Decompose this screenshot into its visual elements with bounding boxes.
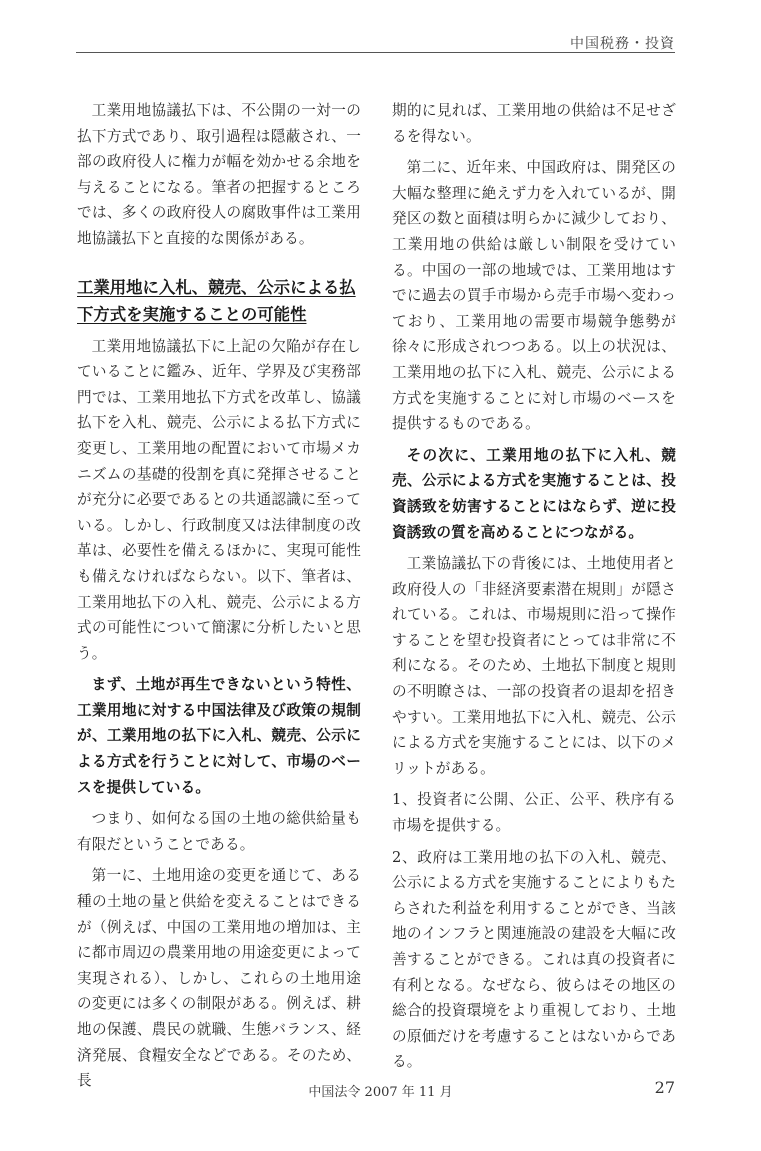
page-number: 27: [654, 1078, 675, 1097]
section-title: 工業用地に入札、競売、公示による払下方式を実施することの可能性: [77, 277, 356, 324]
right-column: [392, 98, 676, 1075]
bold-paragraph: その次に、工業用地の払下に入札、競売、公示による方式を実施することは、投資誘致を妨害することにはならず、逆に投資誘致の質を高めることにつながる。: [392, 446, 676, 541]
header-rule: [76, 52, 675, 53]
paragraph: 第二に、近年来、中国政府は、開発区の大幅な整理に絶えず力を入れているが、開発区の数と面積は明らかに減少しており、工業用地の供給は厳しい制限を受けている。中国の一部の地域では、工業用地はすでに過去の買手市場から売手市場へ変わっており、工業用地の需要市場競争態勢が徐々に形成されつつある。以上の状況は、工業用地の払下に入札、競売、公示による方式を実施することに対し市場のベースを提供するものである。: [392, 159, 676, 433]
paragraph: 第一に、土地用途の変更を通じて、ある種の土地の量と供給を変えることはできるが（例えば、中国の工業用地の増加は、主に都市周辺の農業用地の用途変更によって実現される）、しかし、これらの土地用途の変更には多くの制限がある。例えば、耕地の保護、農民の就職、生態バランス、経済発展、食糧安全などである。そのため、長: [77, 867, 361, 1090]
footer-publication: 中国法令 2007 年 11 月: [308, 1085, 453, 1100]
list-item: 1、投資者に公開、公正、公平、秩序有る市場を提供する。: [392, 791, 676, 835]
list-item: 2、政府は工業用地の払下の入札、競売、公示による方式を実施することによりもたらされた利益を利用することができ、当該地のインフラと関連施設の建設を大幅に改善することができる。これは真の投資者に有利となる。なぜなら、彼らはその地区の総合的投資環境をより重視しており、土地の原価だけを考慮することはないからである。: [392, 848, 676, 1071]
paragraph: 工業用地協議払下は、不公開の一対一の払下方式であり、取引過程は隠蔽され、一部の政府役人に権力が幅を効かせる余地を与えることになる。筆者の把握するところでは、多くの政府役人の腐敗事件は工業用地協議払下と直接的な関係がある。: [77, 102, 361, 247]
paragraph: 工業協議払下の背後には、土地使用者と政府役人の「非経済要素潜在規則」が隠されている。これは、市場規則に沿って操作することを望む投資者にとっては非常に不利になる。そのため、土地払下制度と規則の不明瞭さは、一部の投資者の退却を招きやすい。工業用地払下に入札、競売、公示による方式を実施することには、以下のメリットがある。: [392, 555, 676, 777]
paragraph-continued: 期的に見れば、工業用地の供給は不足せざるを得ない。: [392, 102, 676, 145]
left-column: [77, 98, 361, 1094]
header-section-label: 中国税務・投資: [570, 36, 675, 52]
bold-paragraph: まず、土地が再生できないという特性、工業用地に対する中国法律及び政策の規制が、工業用地の払下に入札、競売、公示による方式を行うことに対して、市場のベースを提供している。: [77, 676, 361, 796]
paragraph: 工業用地協議払下に上記の欠陥が存在していることに鑑み、近年、学界及び実務部門では、工業用地払下方式を改革し、協議払下を入札、競売、公示による払下方式に変更し、工業用地の配置において市場メカニズムの基礎的役割を真に発揮させることが充分に必要であるとの共通認識に至っている。しかし、行政制度又は法律制度の改革は、必要性を備えるほかに、実現可能性も備えなければならない。以下、筆者は、工業用地払下の入札、競売、公示による方式の可能性について簡潔に分析したいと思う。: [77, 337, 361, 662]
paragraph: つまり、如何なる国の土地の総供給量も有限だということである。: [77, 810, 361, 853]
